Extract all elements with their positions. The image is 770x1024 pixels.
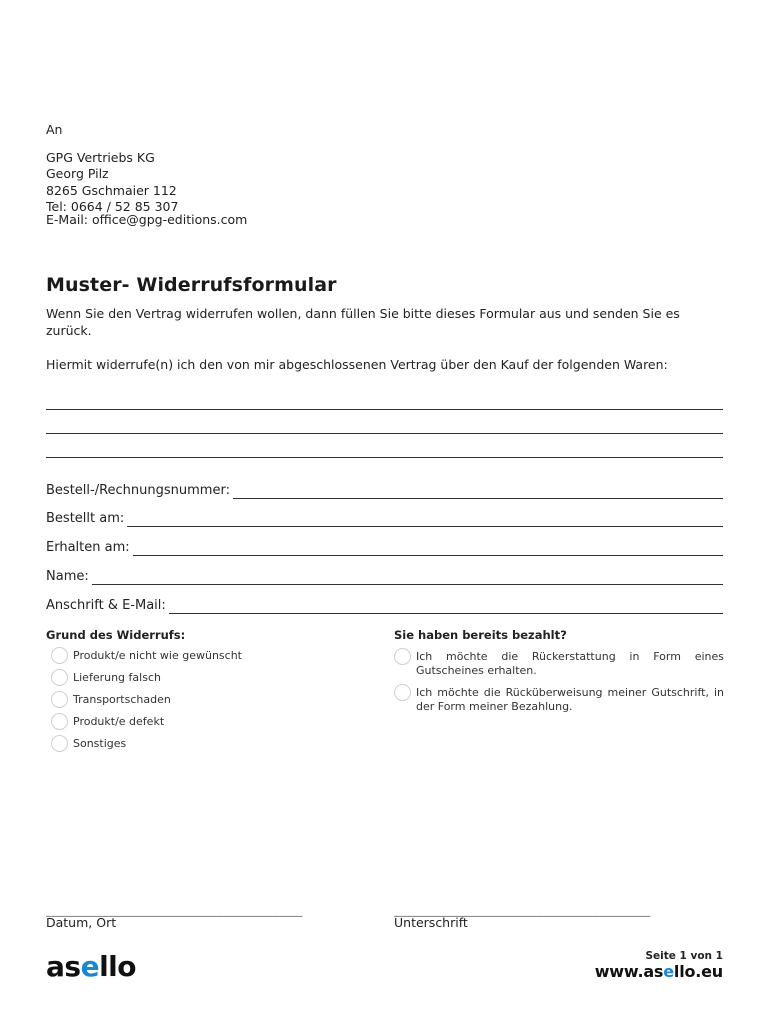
signature-label: Unterschrift: [394, 915, 468, 930]
radio-button[interactable]: [394, 684, 411, 701]
radio-button[interactable]: [394, 648, 411, 665]
reason-option[interactable]: [51, 713, 351, 735]
reason-option[interactable]: [51, 669, 351, 691]
recipient-company: GPG Vertriebs KG: [46, 149, 155, 165]
page-number: Seite 1 von 1: [645, 950, 723, 962]
reason-label: Transportschaden: [73, 693, 171, 706]
date-place-line[interactable]: _____________________________________________: [46, 904, 303, 917]
reason-label: Lieferung falsch: [73, 671, 161, 684]
reason-option[interactable]: [51, 735, 351, 757]
recipient-phone: Tel: 0664 / 52 85 307: [46, 199, 179, 214]
name-input-line[interactable]: [92, 562, 723, 585]
reason-option[interactable]: [51, 647, 351, 669]
received-on-field: [46, 534, 723, 556]
radio-button[interactable]: [51, 647, 68, 664]
goods-line[interactable]: [46, 409, 723, 410]
reason-label: Produkt/e nicht wie gewünscht: [73, 649, 242, 662]
ordered-on-label: Bestellt am:: [46, 511, 125, 526]
name-label: Name:: [46, 569, 89, 584]
order-number-label: Bestell-/Rechnungsnummer:: [46, 483, 230, 498]
name-field: [46, 563, 723, 585]
received-on-input-line[interactable]: [133, 533, 723, 556]
payment-option[interactable]: [394, 684, 724, 720]
form-intro: Wenn Sie den Vertrag widerrufen wollen, dann füllen Sie bitte dieses Formular aus und senden Sie es zurück.: [46, 306, 680, 338]
web-text-suffix: llo.eu: [673, 962, 723, 981]
date-place-label: Datum, Ort: [46, 915, 117, 930]
address-email-input-line[interactable]: [169, 591, 723, 614]
goods-line[interactable]: [46, 457, 723, 458]
reason-label: Produkt/e defekt: [73, 715, 165, 728]
radio-button[interactable]: [51, 669, 68, 686]
form-declaration: Hiermit widerrufe(n) ich den von mir abgeschlossenen Vertrag über den Kauf der folgenden Waren:: [46, 357, 668, 372]
web-text-prefix: www.as: [594, 962, 664, 981]
website-link[interactable]: [595, 962, 723, 981]
recipient-address: [46, 122, 247, 226]
ordered-on-input-line[interactable]: [127, 504, 723, 527]
recipient-email: E-Mail: office@gpg-editions.com: [46, 212, 248, 227]
order-number-field: [46, 477, 723, 499]
to-label: An: [46, 122, 63, 137]
recipient-person: Georg Pilz: [46, 166, 109, 181]
reason-label: Sonstiges: [73, 737, 127, 750]
payment-label: Ich möchte die Rücküberweisung meiner Gutschrift, in der Form meiner Bezahlung.: [416, 686, 724, 713]
payment-heading: Sie haben bereits bezahlt?: [394, 628, 567, 642]
recipient-address-line: 8265 Gschmaier 112: [46, 182, 177, 198]
payment-list: [394, 648, 724, 720]
reasons-list: [51, 647, 351, 757]
asello-logo: [46, 950, 136, 983]
radio-button[interactable]: [51, 713, 68, 730]
logo-text-suffix: llo: [99, 950, 136, 983]
received-on-label: Erhalten am:: [46, 540, 130, 555]
ordered-on-field: [46, 505, 723, 527]
address-email-field: [46, 592, 723, 614]
reason-option[interactable]: [51, 691, 351, 713]
payment-option[interactable]: [394, 648, 724, 684]
form-title: Muster- Widerrufsformular: [46, 274, 337, 296]
radio-button[interactable]: [51, 691, 68, 708]
payment-label: Ich möchte die Rückerstattung in Form eines Gutscheines erhalten.: [416, 650, 724, 677]
web-text-accent: e: [663, 962, 674, 981]
goods-line[interactable]: [46, 433, 723, 434]
signature-line[interactable]: _____________________________________________: [394, 904, 651, 917]
reasons-heading: Grund des Widerrufs:: [46, 628, 186, 642]
radio-button[interactable]: [51, 735, 68, 752]
logo-text-accent: e: [80, 950, 100, 983]
order-number-input-line[interactable]: [233, 476, 723, 499]
logo-text-prefix: as: [46, 950, 81, 983]
address-email-label: Anschrift & E-Mail:: [46, 598, 166, 613]
